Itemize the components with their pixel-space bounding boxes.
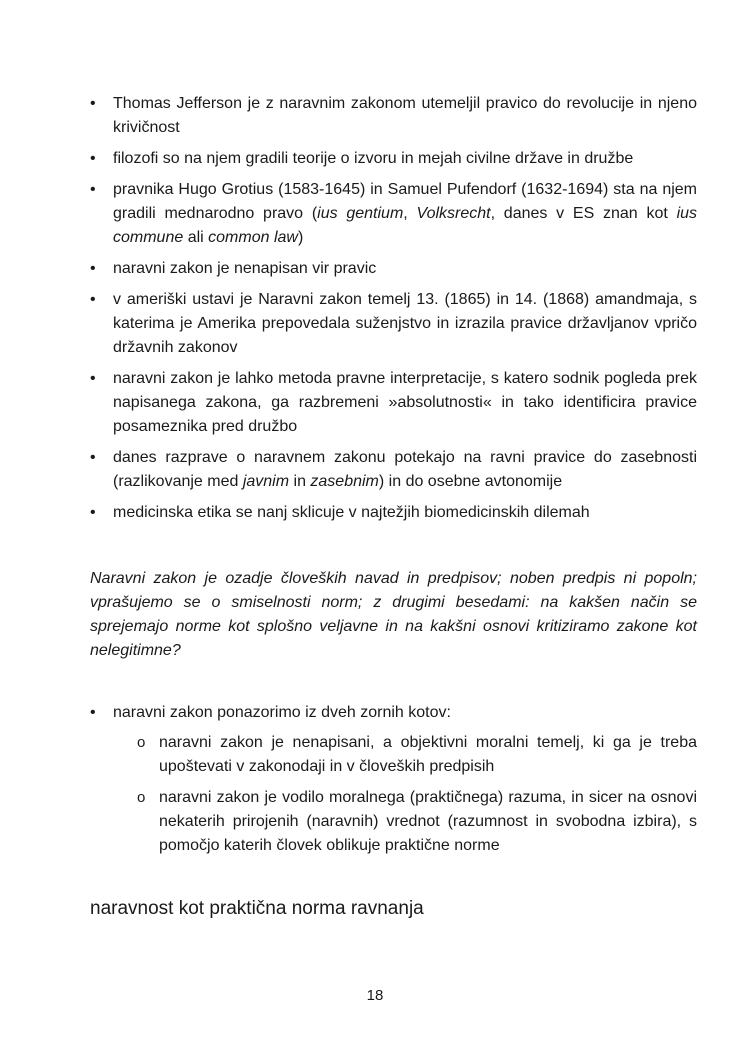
section-heading: naravnost kot praktična norma ravnanja bbox=[90, 898, 424, 919]
italic-paragraph: Naravni zakon je ozadje človeških navad in predpisov; noben predpis ni popoln; vprašujemo se o smiselnosti norm; z drugimi besedami: na kakšen način se sprejemajo norme kot splošno veljavne in na kakšni osnovi kritiziramo zakone kot nelegitimne? bbox=[90, 570, 697, 659]
list-item-text: naravni zakon je nenapisan vir pravic bbox=[113, 260, 377, 277]
italic-term: ius gentium bbox=[317, 205, 404, 222]
list-item bbox=[90, 257, 697, 281]
list-item-text: Thomas Jefferson je z naravnim zakonom utemeljil pravico do revolucije in njeno krivičnost bbox=[113, 95, 697, 136]
sub-list bbox=[136, 731, 697, 858]
list-item bbox=[90, 288, 697, 360]
italic-term: common law bbox=[208, 229, 298, 246]
list-item-text: , danes v ES znan kot bbox=[490, 205, 677, 222]
list-item bbox=[90, 701, 697, 858]
perspectives-list bbox=[90, 701, 697, 858]
list-item-text: danes razprave o naravnem zakonu potekajo na ravni pravice do zasebnosti (razlikovanje med bbox=[113, 449, 697, 490]
italic-term: zasebnim bbox=[310, 473, 379, 490]
list-item-text: v ameriški ustavi je Naravni zakon temelj 13. (1865) in 14. (1868) amandmaja, s katerima je Amerika prepovedala suženjstvo in izrazila pravice državljanov vpričo državnih zakonov bbox=[113, 291, 697, 356]
list-item-text: naravni zakon ponazorimo iz dveh zornih kotov: bbox=[113, 704, 451, 721]
list-item bbox=[90, 501, 697, 525]
list-item-text: ali bbox=[183, 229, 209, 246]
sub-list-item: o naravni zakon je vodilo moralnega (praktičnega) razuma, in sicer na osnovi nekaterih prirojenih (naravnih) vrednot (razumnost in svobodna izbira), s pomočjo katerih človek oblikuje praktične norme bbox=[136, 786, 697, 858]
sub-list-item: o naravni zakon je nenapisani, a objektivni moralni temelj, ki ga je treba upoštevati v zakonodaji in v človeških predpisih bbox=[136, 731, 697, 779]
page-content bbox=[90, 92, 697, 922]
list-item-text: in bbox=[289, 473, 311, 490]
list-item bbox=[90, 92, 697, 140]
list-item bbox=[90, 446, 697, 494]
list-item bbox=[90, 178, 697, 250]
list-item-text: naravni zakon je lahko metoda pravne interpretacije, s katero sodnik pogleda prek napisanega zakona, ga razbremeni »absolutnosti« in tako identificira pravice posameznika pred družbo bbox=[113, 370, 697, 435]
bullet-list bbox=[90, 92, 697, 525]
list-item-text: filozofi so na njem gradili teorije o izvoru in mejah civilne države in družbe bbox=[113, 150, 634, 167]
list-item bbox=[90, 147, 697, 171]
list-item-text: pravnika Hugo Grotius (1583-1645) in Samuel Pufendorf (1632-1694) sta na njem gradili mednarodno pravo ( bbox=[113, 181, 697, 222]
list-item-text: ) bbox=[297, 229, 304, 246]
list-item-text: ) in do osebne avtonomije bbox=[378, 473, 563, 490]
list-item bbox=[90, 367, 697, 439]
page-number: 18 bbox=[366, 987, 384, 1004]
italic-term: javnim bbox=[242, 473, 290, 490]
italic-term: Volksrecht bbox=[416, 205, 491, 222]
list-item-text: medicinska etika se nanj sklicuje v najtežjih biomedicinskih dilemah bbox=[113, 504, 590, 521]
list-item-text: , bbox=[403, 205, 417, 222]
italic-term: ius commune bbox=[113, 205, 698, 246]
